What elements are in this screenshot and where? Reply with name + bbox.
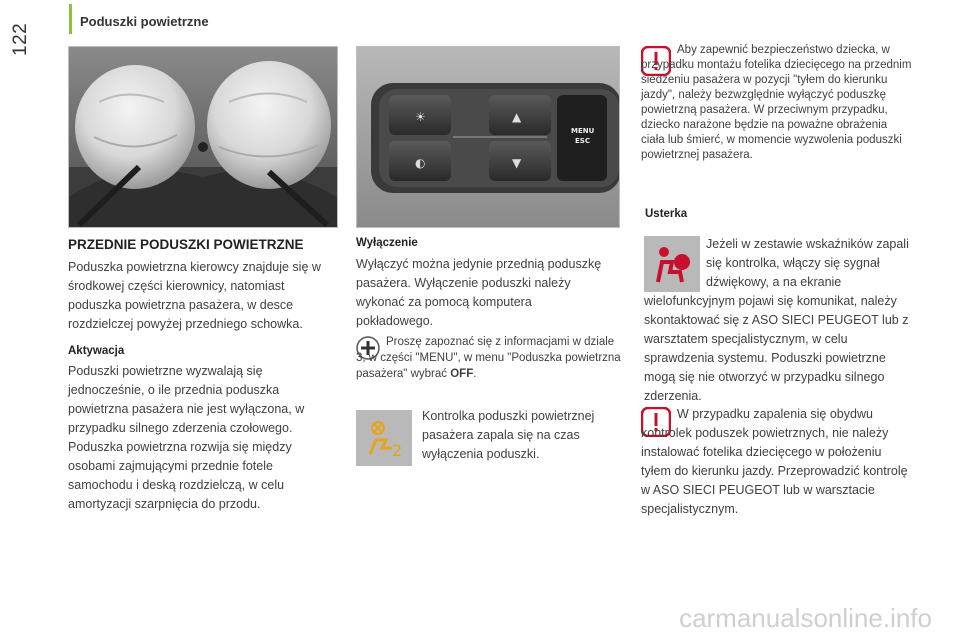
fault-title: Usterka: [645, 208, 688, 220]
double-lamp-warning-text: W przypadku zapalenia się obydwu kontrolek poduszek powietrznych, nie należy instalować fotelika dziecięcego w położeniu tyłem do kierunku jazdy. Przeprowadzić kontrolę w ASO SIECI PEUGEOT lub w warsztacie specjalistycznym.: [641, 407, 908, 516]
lamp-text: Kontrolka poduszki powietrznej pasażera zapala się na czas wyłączenia poduszki.: [422, 409, 595, 461]
fault-text: [644, 235, 916, 406]
svg-text:☀: ☀: [415, 110, 426, 124]
esc-label: ESC: [575, 137, 590, 145]
page-number: 122: [10, 22, 31, 56]
disable-text: Wyłączyć można jedynie przednią poduszkę pasażera. Wyłączenie poduszki należy wykonać za pomocą komputera pokładowego.: [356, 257, 602, 328]
activation-text: Poduszki powietrzne wyzwalają się jednocześnie, o ile przednia poduszka powietrzna pasażera nie jest wyłączona, w przypadku silnego zderzenia czołowego. Poduszka powietrzna rozwija się między osobami zajmującymi przednie fotele samochodu i deską rozdzielczą, w celu amortyzacji szarpnięcia do przodu.: [68, 364, 305, 511]
info-text-main: Proszę zapoznać się z informacjami w dziale 3, w części "MENU", w menu "Poduszka powietrzna pasażera" wybrać: [356, 336, 621, 380]
activation-title: Aktywacja: [68, 345, 125, 357]
info-text-end: .: [473, 368, 477, 380]
svg-text:▲: ▲: [512, 110, 522, 124]
fault-text-body: Jeżeli w zestawie wskaźników zapali się kontrolka, włączy się sygnał dźwiękowy, a na ekranie wielofunkcyjnym pojawi się komunikat, należy skontaktować się z ASO SIECI PEUGEOT lub z warsztatem specjalistycznym, w celu sprawdzenia systemu. Poduszki powietrzne mogą się nie otworzyć w przypadku silnego zderzenia.: [644, 237, 909, 403]
svg-text:2: 2: [392, 441, 403, 460]
menu-label: MENU: [571, 127, 595, 135]
front-airbags-title: PRZEDNIE PODUSZKI POWIETRZNE: [68, 237, 304, 252]
info-text: [356, 334, 626, 382]
airbag-deployment-photo: [68, 46, 338, 228]
info-text-bold: OFF: [450, 368, 474, 380]
front-airbags-intro: Poduszka powietrzna kierowcy znajduje się w środkowej części kierownicy, natomiast poduszka powietrzna pasażera, w desce rozdzielczej powyżej przedniego schowka.: [68, 260, 321, 331]
disable-title: Wyłączenie: [356, 237, 418, 249]
watermark: carmanualsonline.info: [679, 603, 932, 633]
section-accent-bar: [69, 4, 72, 34]
svg-text:◐: ◐: [415, 156, 426, 170]
passenger-airbag-off-icon: [356, 410, 412, 466]
dashboard-buttons-photo: [356, 46, 620, 228]
section-header: Poduszki powietrzne: [80, 14, 209, 29]
svg-text:▼: ▼: [512, 156, 522, 170]
child-seat-warning-text: Aby zapewnić bezpieczeństwo dziecka, w przypadku montażu fotelika dziecięcego na przednim siedzeniu pasażera w pozycji "tyłem do kierunku jazdy", należy bezwzględnie wyłączyć poduszkę powietrzną pasażera. W przeciwnym przypadku, dziecko narażone będzie na poważne obrażenia ciała lub śmierć, w momencie wyzwolenia poduszki powietrznej pasażera.: [641, 44, 912, 161]
